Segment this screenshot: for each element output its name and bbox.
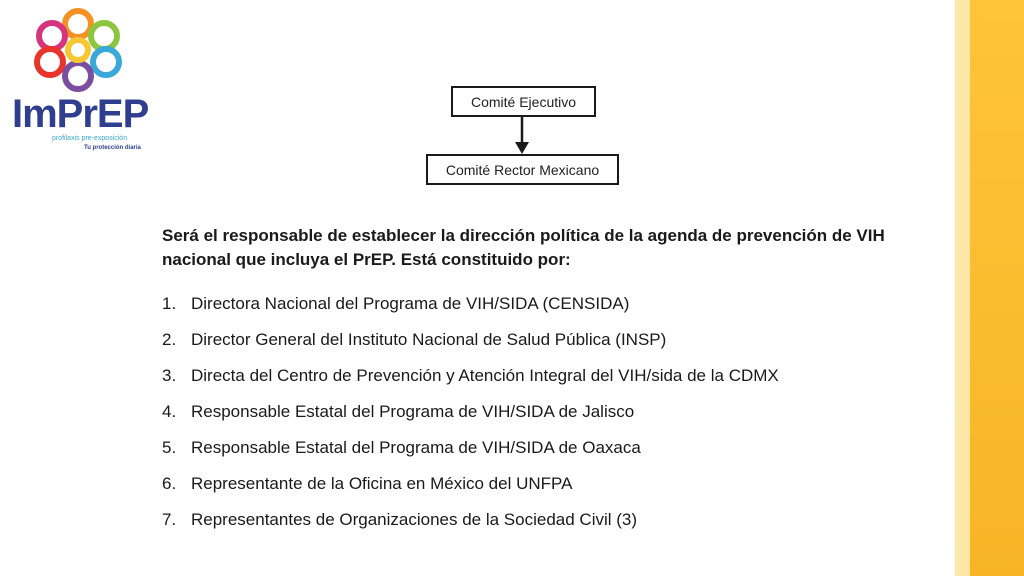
logo-subtagline: Tu protección diaria [84, 145, 141, 151]
down-arrow-icon [510, 117, 534, 155]
list-text: Directora Nacional del Programa de VIH/SIDA (CENSIDA) [191, 294, 630, 313]
org-node-label: Comité Ejecutivo [470, 93, 577, 110]
list-item [162, 472, 922, 508]
list-number: 2. [162, 330, 177, 349]
logo-emblem-icon [28, 6, 128, 96]
list-number: 4. [162, 402, 177, 421]
logo-wordmark: ImPrEP [12, 92, 149, 136]
members-list [162, 292, 922, 544]
list-item [162, 364, 922, 400]
list-item [162, 328, 922, 364]
logo-tagline: profilaxis pre-exposición [52, 135, 128, 142]
org-node-label: Comité Rector Mexicano [445, 161, 600, 178]
org-node-comite-rector [426, 154, 619, 185]
list-number: 1. [162, 294, 177, 313]
list-item [162, 292, 922, 328]
list-number: 5. [162, 438, 177, 457]
list-text: Responsable Estatal del Programa de VIH/SIDA de Jalisco [191, 402, 635, 421]
org-node-comite-ejecutivo [451, 86, 596, 117]
imprep-logo [8, 6, 158, 156]
list-number: 6. [162, 474, 177, 493]
list-number: 3. [162, 366, 177, 385]
list-text: Representante de la Oficina en México del UNFPA [191, 474, 573, 493]
list-text: Director General del Instituto Nacional de Salud Pública (INSP) [191, 330, 667, 349]
list-item [162, 400, 922, 436]
list-text: Responsable Estatal del Programa de VIH/SIDA de Oaxaca [191, 438, 641, 457]
list-text: Directa del Centro de Prevención y Atención Integral del VIH/sida de la CDMX [191, 366, 779, 385]
list-text: Representantes de Organizaciones de la Sociedad Civil (3) [191, 510, 638, 529]
decorative-bar-light [955, 0, 970, 576]
decorative-bar [970, 0, 1024, 576]
list-item [162, 436, 922, 472]
list-item [162, 508, 922, 544]
list-number: 7. [162, 510, 177, 529]
intro-text: Será el responsable de establecer la dirección política de la agenda de prevención de VIH nacional que incluya el PrEP. Está constituido por: [162, 226, 885, 269]
